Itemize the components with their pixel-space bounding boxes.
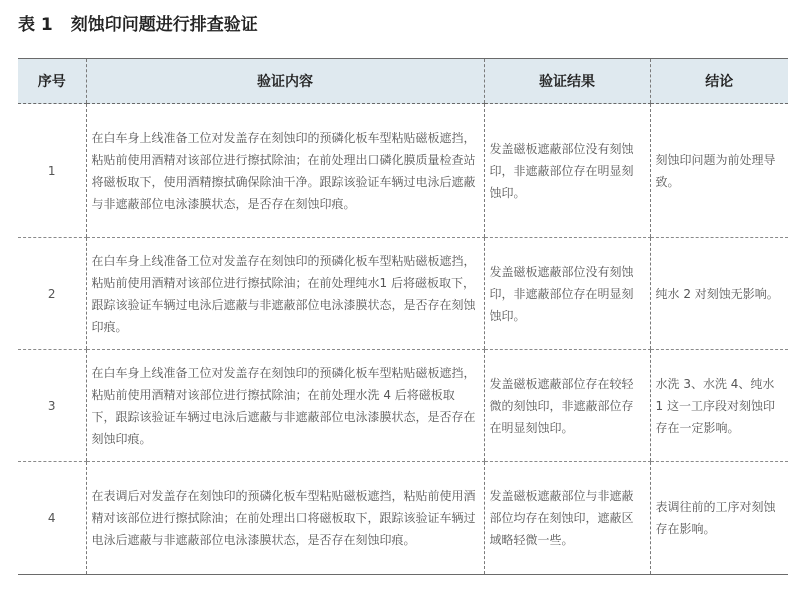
row-number: 2: [18, 238, 86, 350]
table-caption: 刻蚀印问题进行排查验证: [70, 15, 258, 35]
table-row: [18, 462, 788, 575]
header-no: 序号: [18, 59, 86, 104]
table-row: [18, 350, 788, 462]
header-result: 验证结果: [484, 59, 650, 104]
verification-result: 发盖磁板遮蔽部位没有刻蚀印，非遮蔽部位存在明显刻蚀印。: [484, 238, 650, 350]
conclusion: 刻蚀印问题为前处理导致。: [650, 104, 788, 238]
conclusion: 表调往前的工序对刻蚀存在影响。: [650, 462, 788, 575]
row-number: 4: [47, 511, 56, 525]
conclusion: 纯水 2 对刻蚀无影响。: [650, 238, 788, 350]
header-conclusion: 结论: [650, 59, 788, 104]
row-number: 1: [18, 104, 86, 238]
table-row: [18, 238, 788, 350]
table-row: [18, 104, 788, 238]
verification-result: 发盖磁板遮蔽部位存在较轻微的刻蚀印，非遮蔽部位存在明显刻蚀印。: [484, 350, 650, 462]
verification-content: 在白车身上线准备工位对发盖存在刻蚀印的预磷化板车型粘贴磁板遮挡，粘贴前使用酒精对该部位进行擦拭除油；在前处理水洗 4 后将磁板取下，跟踪该验证车辆过电泳后遮蔽与非遮蔽部位电泳漆膜状态，是否存在刻蚀印痕。: [86, 350, 484, 462]
verification-content: 在白车身上线准备工位对发盖存在刻蚀印的预磷化板车型粘贴磁板遮挡，粘贴前使用酒精对该部位进行擦拭除油；在前处理出口磷化膜质量检查站将磁板取下，使用酒精擦拭确保除油干净。跟踪该验证车辆过电泳后遮蔽与非遮蔽部位电泳漆膜状态，是否存在刻蚀印痕。: [86, 104, 484, 238]
table-number: 表 1: [18, 15, 53, 35]
row-number: 3: [18, 350, 86, 462]
header-row: [18, 59, 788, 104]
table-title: [18, 10, 786, 40]
verification-result: 发盖磁板遮蔽部位没有刻蚀印，非遮蔽部位存在明显刻蚀印。: [484, 104, 650, 238]
verification-result: 发盖磁板遮蔽部位与非遮蔽部位均存在刻蚀印，遮蔽区域略轻微一些。: [484, 462, 650, 575]
conclusion: 水洗 3、水洗 4、纯水 1 这一工序段对刻蚀印存在一定影响。: [650, 350, 788, 462]
verification-table: [18, 58, 788, 575]
verification-content: 在白车身上线准备工位对发盖存在刻蚀印的预磷化板车型粘贴磁板遮挡，粘贴前使用酒精对该部位进行擦拭除油；在前处理纯水1 后将磁板取下，跟踪该验证车辆过电泳后遮蔽与非遮蔽部位电泳漆膜状态，是否存在刻蚀印痕。: [86, 238, 484, 350]
verification-content: 在表调后对发盖存在刻蚀印的预磷化板车型粘贴磁板遮挡，粘贴前使用酒精对该部位进行擦拭除油；在前处理出口将磁板取下，跟踪该验证车辆过电泳后遮蔽与非遮蔽部位电泳漆膜状态，是否存在刻蚀印痕。: [86, 462, 484, 575]
header-content: 验证内容: [86, 59, 484, 104]
